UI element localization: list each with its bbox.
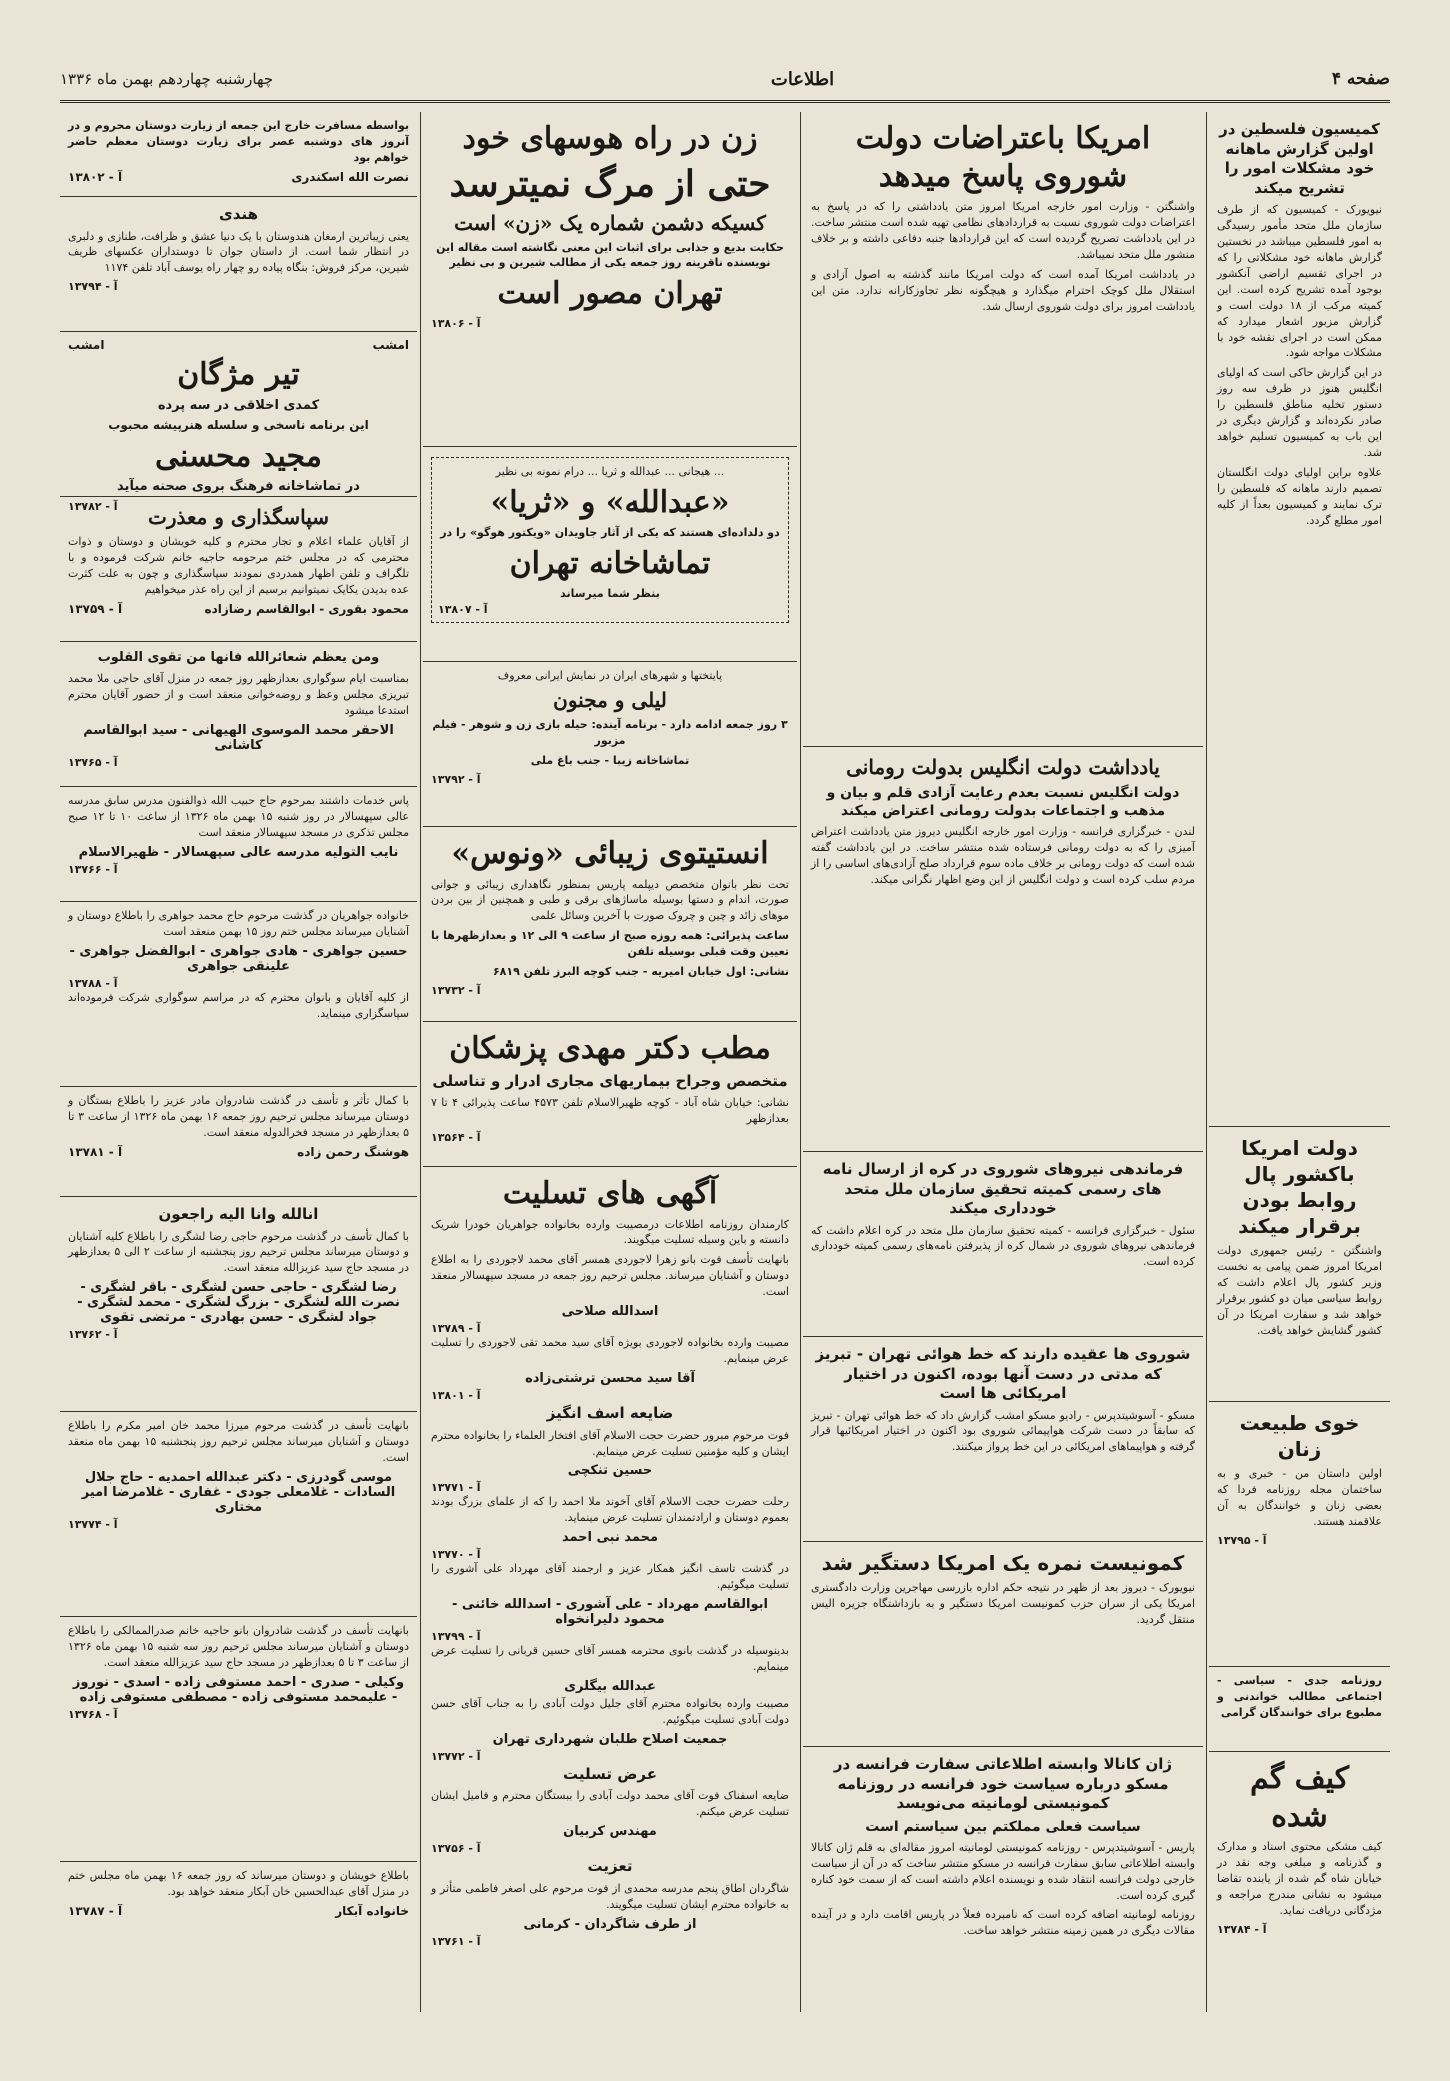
ad-frame (431, 457, 789, 623)
notice-thanks (60, 497, 417, 642)
ad-body: نشانی: خیابان شاه آباد - کوچه ظهیرالاسلام تلفن ۴۵۷۳ ساعت پذیرائی ۴ تا ۷ بعدازظهر (431, 1096, 789, 1125)
notice-signature: وکیلی - صدری - احمد مستوفی زاده - اسدی - نوروز - علیمحمد مستوفی زاده - مصطفی مستوفی زاده (72, 1674, 405, 1705)
article-body: واشنگتن - وزارت امور خارجه امریکا امروز متن یادداشتی را که در پاسخ به اعتراضات دولت شوروی نسبت به قراردادهای نظامی تهیه شده است منتشر ساخت. در این یادداشت تصریح گردیده است که این قراردادها جنبه دفاعی داشته و بر خلاف منشور ملل متحد نمیباشد. (811, 200, 1195, 261)
notice-signature: نایب التولیه مدرسه عالی سپهسالار - ظهیرالاسلام (78, 844, 399, 860)
article-subhead: سیاست فعلی مملکتم بین سیاستم است (865, 1818, 1141, 1835)
article-korea (803, 1152, 1203, 1337)
ad-ref: آ - ۱۳۷۹۲ (431, 772, 481, 786)
ad-ref: آ - ۱۳۷۳۲ (431, 984, 481, 998)
notice-body: رحلت حضرت حجت الاسلام آقای آخوند ملا احمد را که از علمای بزرگ بودند بعموم دوستان و ارادتمندان تسلیت عرض مینماید. (431, 1495, 789, 1525)
notice-rahmanzadeh (60, 1087, 417, 1197)
notice-headline: تعزیت (587, 1857, 633, 1876)
ad-women-nature (1209, 1402, 1390, 1667)
ad-headline: «عبدالله» و «ثریا» (490, 484, 730, 520)
ad-headline: حتی از مرگ نمیترسد (449, 162, 771, 205)
ad-ref: آ - ۱۳۷۹۵ (1217, 1533, 1267, 1547)
ad-leili-majnoon (423, 662, 797, 827)
ad-body: تحت نظر بانوان متخصص دیپلمه پاریس بمنظور نگاهداری زیبائی و جوانی صورت، اندام و دستها بوسیله ماساژهای برقی و طبی و همچنین از بین بردن موهای زائد و چین و چروک صورت با آخرین وسائل علمی (431, 877, 789, 923)
article-headline: یادداشت دولت انگلیس بدولت رومانی (846, 755, 1160, 779)
ad-ref: آ - ۱۳۸۰۷ (438, 602, 488, 616)
ad-headline: لیلی و مجنون (553, 687, 667, 712)
condolence-section (423, 1167, 797, 2081)
notice-ref: آ - ۱۳۷۸۹ (431, 1322, 481, 1336)
notice-headline: عرض تسلیت (563, 1764, 657, 1783)
ad-body: این برنامه ناسخی و سلسله هنرپیشه محبوب (108, 418, 369, 433)
article-us-soviet (803, 112, 1203, 747)
notice-ref: آ - ۱۳۷۷۲ (431, 1749, 481, 1763)
column-1 (1209, 112, 1390, 2012)
notice-sermon (60, 642, 417, 787)
notice-signature: نصرت الله اسکندری (291, 169, 409, 184)
article-body: سئول - خبرگزاری فرانسه - کمیته تحقیق سازمان ملل متحد در کره اعلام داشت که فرماندهی نیروهای شوروی در شمال کره از پذیرفتن نامه‌های رسمی کمیته خودداری کرده است. (811, 1223, 1195, 1269)
notice-signature: از طرف شاگردان - کرمانی (523, 1916, 697, 1932)
notice-body: مصیبت وارده بخانواده لاجوردی بویژه آقای سید محمد تقی لاجوردی را تسلیت عرض مینمایم. (431, 1336, 789, 1366)
notice-ref: آ - ۱۳۷۵۹ (68, 601, 123, 616)
ad-hindi (60, 197, 417, 332)
notice-headline: ضایعه اسف انگیز (546, 1404, 674, 1423)
ad-ref: آ - ۱۳۷۸۲ (68, 500, 118, 514)
ad-hours: ساعت پذیرائی: همه روزه صبح از ساعت ۹ الی ۱۲ و بعدازظهرها با تعیین وقت قبلی بوسیله تلفن (431, 929, 789, 959)
masthead (60, 58, 1390, 103)
article-headline: شوروی ها عقیده دارند که خط هوائی تهران - تبریز که مدتی در دست آنها بوده، اکنون در اختیار امریکائی ها است (815, 1345, 1191, 1402)
article-canala (803, 1747, 1203, 2061)
notice-body: از آقایان علماء اعلام و تجار محترم و کلیه خویشان و دوستان و ذوات محترمی که در مجلس ختم مرحومه حاجیه خانم شرکت فرموده و با تلگراف و تلفن اظهار همدردی نمودند سپاسگذاری و چون به علت کثرت عده بدیدن یکایک نمیتوانیم برسیم از این راه عذر میخواهیم (68, 535, 409, 596)
notice-footer (68, 1145, 409, 1159)
notice-body: مصیبت وارده بخانواده محترم آقای جلیل دولت آبادی را به جناب آقای حسن دولت آبادی تسلیت میگوئیم. (431, 1697, 789, 1726)
notice-headline: انالله وانا الیه راجعون (158, 1205, 319, 1223)
notice-signature: الاحقر محمد الموسوی الهیهانی - سید ابوالقاسم کاشانی (83, 722, 394, 753)
article-subhead: دولت انگلیس نسبت بعدم رعایت آزادی قلم و بیان و مذهب و اجتماعات بدولت رومانی اعتراض میکند (826, 785, 1180, 820)
notice-ref: آ - ۱۳۸۰۱ (431, 1389, 481, 1403)
notice-travel (60, 112, 417, 197)
ad-body: حکایت بدیع و جذابی برای اثبات این معنی نگاشته است مقاله این نویسنده ناقرینه روز جمعه یکی از مطالب شیرین و بی نظیر (436, 240, 784, 270)
notice-headline: ومن یعظم شعائرالله فانها من تقوی القلوب (97, 650, 380, 665)
notice-body: بمناسبت ایام سوگواری بعدازظهر روز جمعه در منزل آقای حاجی ملا محمد تبریزی مجلس وعظ و روضه‌خوانی منعقد است و از حضور آقایان محترم استدعا میشود (68, 671, 409, 717)
ad-headline: کیف گم شده (1249, 1761, 1350, 1834)
notice-sadrolmamaleki (60, 1617, 417, 1862)
ad-body: کیف مشکی محتوی اسناد و مدارک و گذرنامه و مبلغی وجه نقد در خیابان شاه گم شده از یابنده تقاضا میشود به نشانی مندرج مراجعه و مژدگانی دریافت نماید. (1217, 1840, 1382, 1917)
article-body: واشنگتن - رئیس جمهوری دولت امریکا امروز ضمن پیامی به نخست وزیر کشور پال اعلام داشت که روابط سیاسی میان دو کشور برقرار خواهد شد و سفارت امریکا در آن کشور گشایش خواهد یافت. (1217, 1244, 1382, 1337)
notice-body: خانواده جواهریان در گذشت مرحوم حاج محمد جواهری را باطلاع دوستان و آشنایان میرساند مجلس ختم روز ۱۵ بهمن منعقد است (68, 909, 409, 938)
ad-body: تماشاخانه زیبا - جنب باغ ملی (530, 753, 690, 767)
article-body: مسکو - آسوشیتدپرس - رادیو مسکو امشب گزارش داد که خط هوائی تهران - تبریز که سابقاً در دست شرکت هواپیمائی شوروی بود اکنون در اختیار امریکائیها قرار گرفته و هواپیماهای امریکائی در این خط پرواز میکنند. (811, 1408, 1195, 1454)
ad-body: اولین داستان من - خبری و به ساختمان مجله روزنامه فردا که بعضی زنان و خوانندگان به آن علاقمند هستند. (1217, 1467, 1382, 1528)
article-body: علاوه براین اولیای دولت انگلستان تصمیم دارند ماهانه که فلسطین را ترک نمایند و کمیسیون بعداً از کلیه امور مطلع گردد. (1217, 466, 1382, 527)
article-headline: دولت امریکا باکشور پال روابط بودن برقرار میکند (1238, 1136, 1361, 1238)
notice-ref: آ - ۱۳۷۸۷ (68, 1903, 123, 1918)
article-airline (803, 1337, 1203, 1542)
ad-headline: خوی طبیعت زنان (1239, 1411, 1360, 1461)
page-number: صفحه ۴ (1331, 69, 1390, 89)
ad-tag: امشب (68, 338, 105, 352)
column-3 (423, 112, 797, 2012)
ad-subhead: متخصص وجراح بیماریهای مجاری ادرار و تناسلی (432, 1071, 788, 1090)
article-body: نیویورک - کمیسیون که از طرف سازمان ملل متحد مأمور رسیدگی به امور فلسطین میباشد در نخستین گزارش ماهانه خود مشکلاتی را که در اجرای تقسیم اراضی آنکشور بوجود آمده تشریح کرده است. این کمیته مرکب از ۱۸ دولت است و گزارش مزبور اشعار میدارد که ممکن است در اجرای نقشه خود با مشکلات مواجه شود. (1217, 203, 1382, 360)
article-body: پاریس - آسوشیتدپرس - روزنامه کمونیستی لومانیته امروز مقاله‌ای به قلم ژان کانالا وابسته اطلاعاتی سابق سفارت فرانسه در مسکو منتشر ساخت که در آن از سیاست خارجی دولت فرانسه انتقاد شده و نویسنده اعلام داشته است که از سمت خود کناره گیری کرده است. (811, 1840, 1195, 1902)
ad-abdullah-soraya (423, 447, 797, 662)
notice-body: پاس خدمات داشتند بمرحوم حاج حبیب الله ذوالفنون مدرس سابق مدرسه عالی سپهسالار در روز شنبه ۱۵ بهمن ماه ۱۳۲۶ از ساعت ۱۰ تا ۱۲ صبح مجلس تذکری در مسجد سپهسالار منعقد است (68, 794, 409, 839)
notice-body: بانهایت تأسف در گذشت شادروان بانو حاجیه خانم صدرالممالکی را باطلاع دوستان و آشنایان میرساند مجلس ترحیم روز سه شنبه ۱۵ بهمن ماه ۱۳۲۶ از ساعت ۳ تا ۵ بعدازظهر در مسجد حاج سید عزیزالله منعقد است. (68, 1624, 409, 1669)
ad-headline: کسیکه دشمن شماره یک «زن» است (454, 210, 766, 235)
article-headline: امریکا باعتراضات دولت شوروی پاسخ میدهد (855, 121, 1151, 194)
ad-journal (1209, 1667, 1390, 1752)
article-body: لندن - خبرگزاری فرانسه - وزارت امور خارجه انگلیس دیروز متن یادداشت اعتراض آمیزی را که به دولت رومانی فرستاده شده منتشر ساخت. در این یادداشت گفته شده است که دولت رومانی بر خلاف ماده سوم قرارداد صلح آزادی‌های اساسی را از مردم سلب کرده است و دولت انگلیس از این وضع اظهار نگرانی میکند. (811, 825, 1195, 887)
notice-body: از کلیه آقایان و بانوان محترم که در مراسم سوگواری شرکت فرموده‌اند سپاسگزاری مینماید. (68, 990, 409, 1020)
notice-ref: آ - ۱۳۷۷۱ (431, 1481, 481, 1495)
notice-body: بانهایت تأسف فوت بانو زهرا لاجوردی همسر آقای محمد لاجوردی را به اطلاع دوستان و آشنایان میرساند. مجلس ترحیم روز جمعه در مسجد سپهسالار منعقد است. (431, 1253, 789, 1299)
ad-body: دو دلداده‌ای هستند که یکی از آثار جاویدان «ویکتور هوگو» را در (440, 526, 780, 540)
notice-body: باطلاع خویشان و دوستان میرساند که روز جمعه ۱۶ بهمن ماه مجلس ختم در منزل آقای عبدالحسین خان آبکار منعقد خواهد بود. (68, 1869, 409, 1898)
ad-tir-mozhgan (60, 332, 417, 514)
notice-signature: محمد نبی احمد (561, 1530, 659, 1546)
section-headline: آگهی های تسلیت (502, 1176, 718, 1211)
article-communist-arrest (803, 1542, 1203, 1747)
notice-signature: حسین جواهری - هادی جواهری - ابوالفضل جواهری - علینقی جواهری (69, 943, 408, 974)
ad-headline: تهران مصور است (497, 276, 723, 312)
notice-ref: آ - ۱۳۷۶۱ (431, 1934, 481, 1948)
notice-body: بدینوسیله در گذشت بانوی محترمه همسر آقای حسین قربانی را تسلیت عرض مینمایم. (431, 1644, 789, 1674)
notice-ref: آ - ۱۳۷۶۸ (68, 1707, 118, 1721)
ad-place: در تماشاخانه فرهنگ بروی صحنه میآید (117, 479, 360, 495)
article-body: روزنامه لومانیته اضافه کرده است که نامبرده فعلاً در پاریس اقامت دارد و در آینده مقالات دیگری در همین زمینه منتشر خواهد ساخت. (811, 1908, 1195, 1938)
notice-footer (68, 602, 409, 616)
notice-body: فوت مرحوم مبرور حضرت حجت الاسلام آقای افتخار العلماء را بخانواده محترم ایشان و کلیه مؤمنین تسلیت عرض مینمایم. (431, 1428, 789, 1458)
column-4 (60, 112, 417, 2012)
notice-ref: آ - ۱۳۷۶۶ (68, 862, 118, 876)
ad-body: یعنی زیباترین ارمغان هندوستان با یک دنیا عشق و ظرافت، طنازی و دلبری در انتظار شما است. از داستان جوان تا دوستداران عکسهای ظریف شیرین، مرکز فروش: بنگاه پیاده رو چهار راه یوسف آباد تلفن ۱۱۷۴ (68, 229, 409, 275)
article-body: در این گزارش حاکی است که اولیای انگلیس هنوز در ظرف سه روز دستور تخلیه مناطق فلسطین را صادر نکرده‌اند و گزارش دیگری در این باب به کمیسیون تسلیم خواهد شد. (1217, 366, 1382, 460)
ad-address: نشانی: اول خیابان امیریه - جنب کوچه البرز تلفن ۶۸۱۹ (492, 965, 789, 979)
ad-headline: زن در راه هوسهای خود (462, 121, 758, 156)
article-us-pal (1209, 1127, 1390, 1402)
notice-ref: آ - ۱۳۷۷۴ (68, 1517, 118, 1531)
ad-ref: آ - ۱۳۷۸۴ (1217, 1922, 1267, 1936)
issue-date: چهارشنبه چهاردهم بهمن ماه ۱۳۳۶ (60, 70, 274, 88)
notice-footer (68, 170, 409, 184)
notice-ref: آ - ۱۳۷۶۵ (68, 755, 118, 769)
notice-signature: حسین تنکچی (567, 1463, 653, 1479)
article-headline: کمونیست نمره یک امریکا دستگیر شد (821, 1551, 1185, 1575)
notice-ref: آ - ۱۳۷۹۹ (431, 1630, 481, 1644)
ad-lost-bag (1209, 1752, 1390, 2016)
article-headline: فرماندهی نیروهای شوروی در کره از ارسال نامه های رسمی کمیته تحقیق سازمان ملل متحد خودداری میکند (822, 1160, 1184, 1217)
article-palestine (1209, 112, 1390, 1127)
notice-sepahsalar (60, 787, 417, 902)
column-rule (1206, 112, 1207, 2012)
notice-signature: اسدالله صلاحی (561, 1304, 659, 1320)
notice-signature: محمود بقوری - ابوالقاسم رضازاده (204, 601, 409, 616)
article-headline: کمیسیون فلسطین در اولین گزارش ماهانه خود مشکلات امور را تشریح میکند (1219, 120, 1380, 197)
ad-subhead: کمدی اخلاقی در سه پرده (157, 397, 320, 413)
notice-body: شاگردان اطاق پنجم مدرسه محمدی از فوت مرحوم علی اصغر فاطمی متأثر و به خانواده محترم ایشان تسلیت میگویند. (431, 1881, 789, 1911)
notice-body: ضایعه اسفناک فوت آقای محمد دولت آبادی را ببستگان محترم و فامیل ایشان تسلیت عرض میکنم. (431, 1789, 789, 1819)
notice-signature: خانواده آبکار (335, 1903, 409, 1918)
ad-tag-row (68, 338, 409, 352)
ad-headline: انستیتوی زیبائی «ونوس» (451, 836, 769, 871)
column-rule (420, 112, 421, 2012)
notice-javaheri (60, 902, 417, 1087)
ad-doctor (423, 1022, 797, 1167)
notice-signature: هوشنگ رحمن زاده (297, 1144, 409, 1159)
notice-ref: آ - ۱۳۷۶۲ (68, 1328, 118, 1342)
notice-amir-mokarram (60, 1412, 417, 1617)
ad-tag: امشب (372, 338, 409, 352)
ad-headline: مطب دکتر مهدی پزشکان (449, 1031, 771, 1066)
ad-body: ۳ روز جمعه ادامه دارد - برنامه آینده: حیله بازی زن و شوهر - فیلم مزبور (432, 717, 788, 747)
ad-sign: بنظر شما میرساند (560, 586, 660, 600)
notice-signature: عبدالله بیگلری (564, 1679, 656, 1695)
article-body: در یادداشت امریکا آمده است که دولت امریکا مانند گذشته به اصول آزادی و استقلال ملل کوچک احترام میگذارد و هیچگونه نظر تجاوزکارانه ندارد. متن این یادداشت امروز برای دولت شوروی ارسال شد. (811, 267, 1195, 313)
column-2 (803, 112, 1203, 2012)
notice-headline: سپاسگذاری و معذرت (148, 505, 329, 529)
article-headline: ژان کانالا وابسته اطلاعاتی سفارت فرانسه در مسکو درباره سیاست خود فرانسه در روزنامه کمونیستی لومانیته می‌نویسد (833, 1755, 1173, 1812)
ad-body: روزنامه جدی - سیاسی - اجتماعی مطالب خواندنی و مطبوع برای خوانندگان گرامی (1217, 1674, 1382, 1719)
notice-body: بواسطه مسافرت خارج این جمعه از زیارت دوستان محروم و در آنروز های دوشنبه عصر برای زیارت دوستان معظم حاضر خواهم بود (68, 119, 409, 164)
ad-name: مجید محسنی (155, 438, 322, 474)
notice-footer (68, 1904, 409, 1918)
ad-headline: تماشاخانه تهران (509, 546, 711, 582)
ad-ref: آ - ۱۳۷۹۴ (68, 280, 118, 294)
notice-signature: آقا سید محسن ترشتی‌زاده (525, 1371, 695, 1387)
notice-ref: آ - ۱۳۸۰۲ (68, 169, 123, 184)
notice-signature: موسی گودرزی - دکتر عبدالله احمدیه - حاج جلال السادات - غلامعلی جودی - غفاری - غلامرضا امیر مختاری (81, 1469, 396, 1515)
article-body: نیویورک - دیروز بعد از ظهر در نتیجه حکم اداره بازرسی مهاجرین وزارت دادگستری امریکا یکی از سران حزب کمونیست امریکا دستگیر و به بازداشتگاه جزیره الیس منتقل گردید. (811, 1581, 1195, 1626)
notice-body: با کمال تأثر و تأسف در گذشت شادروان مادر عزیز را باطلاع بستگان و دوستان میرساند مجلس ترحیم روز جمعه ۱۶ بهمن ماه ۱۳۲۶ از ساعت ۳ تا ۵ بعدازظهر در مسجد فخرالدوله منعقد است. (68, 1094, 409, 1139)
notice-lashgari (60, 1197, 417, 1412)
notice-body: در گذشت تاسف انگیز همکار عزیز و ارجمند آقای مهرداد علی آشوری را تسلیت میگوئیم. (431, 1562, 789, 1592)
notice-signature: جمعیت اصلاح طلبان شهرداری تهران (492, 1731, 728, 1747)
notice-signature: رضا لشگری - حاجی حسن لشگری - باقر لشگری - نصرت الله لشگری - بزرگ لشگری - محمد لشگری - جواد لشگری - حسن بهادری - مرتضی تقوی (77, 1280, 400, 1326)
notice-signature: ابوالقاسم مهرداد - علی آشوری - اسدالله خائنی - محمود دلیرانخواه (452, 1597, 768, 1628)
ad-headline: تیر مژگان (177, 357, 300, 392)
notice-ref: آ - ۱۳۷۸۸ (68, 976, 118, 990)
ad-venus-institute (423, 827, 797, 1022)
ad-headline: هندی (219, 205, 258, 223)
notice-signature: مهندس کربیان (563, 1824, 657, 1840)
ad-body: ... هیجانی ... عبدالله و ثریا ... درام نمونه بی نظیر (495, 465, 725, 478)
article-uk-romania (803, 747, 1203, 1152)
ad-ref: آ - ۱۳۸۰۶ (431, 316, 481, 330)
ad-tehran-mosavar (423, 112, 797, 447)
notice-body: بانهایت تأسف در گذشت مرحوم میرزا محمد خان امیر مکرم را باطلاع دوستان و آشنایان میرساند مجلس ترحیم روز پنجشنبه ۱۵ بهمن ماه منعقد است. (68, 1419, 410, 1464)
notice-body: کارمندان روزنامه اطلاعات درمصیبت وارده بخانواده جواهریان خودرا شریک دانسته و باین وسیله تسلیت میگویند. (431, 1217, 789, 1247)
ad-body: پایتختها و شهرهای ایران در نمایش ایرانی معروف (497, 669, 723, 682)
paper-name: اطلاعات (770, 68, 835, 90)
notice-ref: آ - ۱۳۷۵۶ (431, 1842, 481, 1856)
notice-ref: آ - ۱۳۷۸۱ (68, 1144, 123, 1159)
notice-body: با کمال تأسف در گذشت مرحوم حاجی رضا لشگری را باطلاع کلیه آشنایان و دوستان میرساند مجلس ترحیم روز پنجشنبه از ساعت ۲ الی ۵ بعدازظهر در مسجد حاج سید عزیزالله منعقد است. (68, 1229, 409, 1275)
ad-ref: آ - ۱۳۵۶۴ (431, 1130, 481, 1144)
notice-ref: آ - ۱۳۷۷۰ (431, 1548, 481, 1562)
notice-abkar (60, 1862, 417, 2006)
column-rule (800, 112, 801, 2012)
